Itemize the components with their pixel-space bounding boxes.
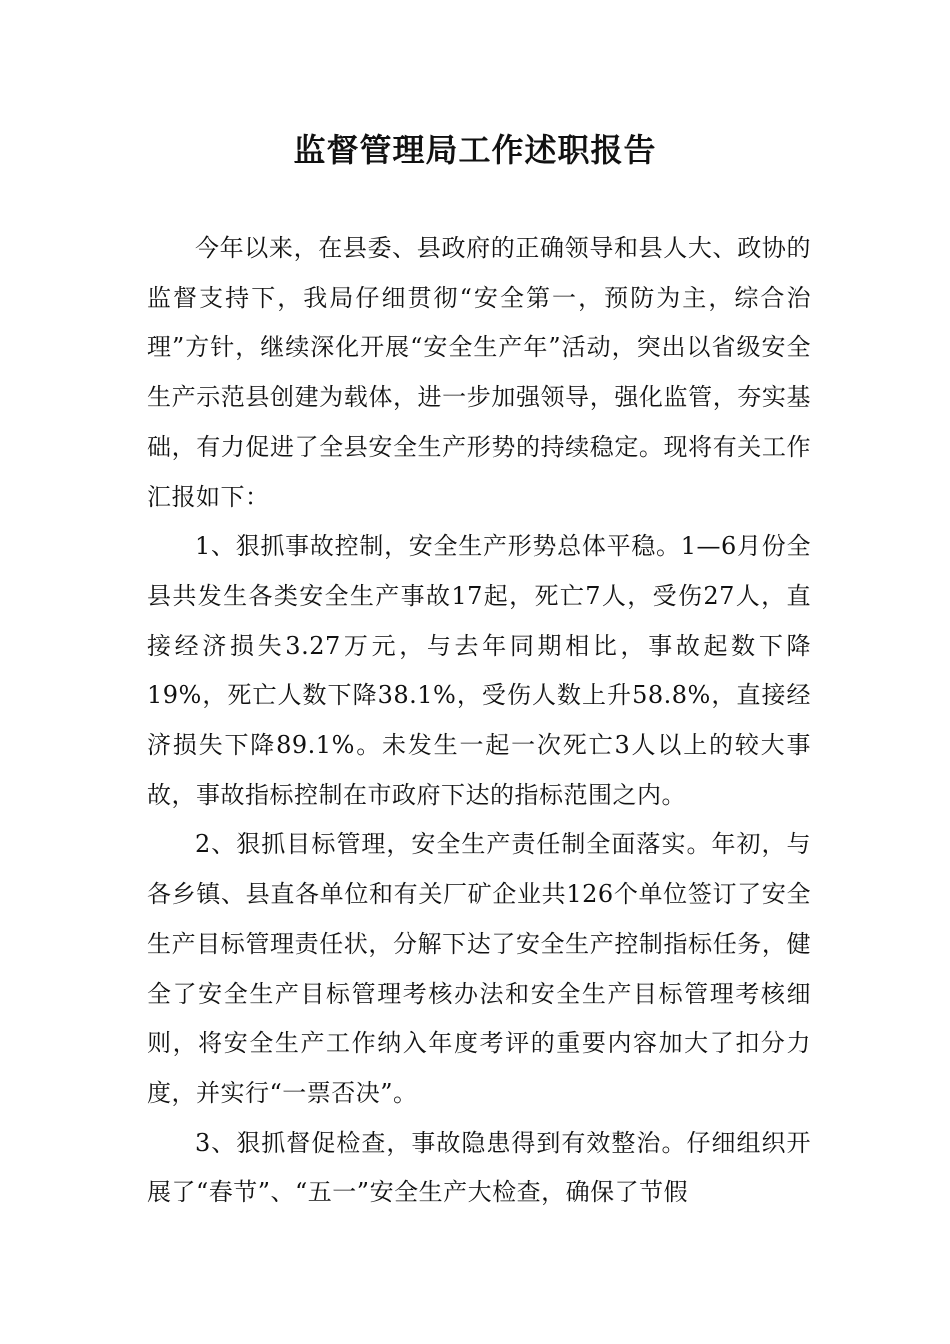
document-title: 监督管理局工作述职报告 bbox=[293, 131, 657, 169]
paragraph-target-management: 2、狠抓目标管理，安全生产责任制全面落实。年初，与各乡镇、县直各单位和有关厂矿企业共126个单位签订了安全生产目标管理责任状，分解下达了安全生产控制指标任务，健全了安全生产目标管理考核办法和安全生产目标管理考核细则，将安全生产工作纳入年度考评的重要内容加大了扣分力度，并实行“一票否决”。 bbox=[147, 830, 811, 1107]
paragraph-accident-control: 1、狠抓事故控制，安全生产形势总体平稳。1—6月份全县共发生各类安全生产事故17起，死亡7人，受伤27人，直接经济损失3.27万元，与去年同期相比，事故起数下降19%，死亡人数下降38.1%，受伤人数上升58.8%，直接经济损失下降89.1%。未发生一起一次死亡3人以上的较大事故，事故指标控制在市政府下达的指标范围之内。 bbox=[147, 532, 811, 809]
paragraph-intro: 今年以来，在县委、县政府的正确领导和县人大、政协的监督支持下，我局仔细贯彻“安全第一，预防为主，综合治理”方针，继续深化开展“安全生产年”活动，突出以省级安全生产示范县创建为载体，进一步加强领导，强化监管，夯实基础，有力促进了全县安全生产形势的持续稳定。现将有关工作汇报如下： bbox=[147, 234, 811, 511]
paragraph-inspection: 3、狠抓督促检查，事故隐患得到有效整治。仔细组织开展了“春节”、“五一”安全生产大检查，确保了节假 bbox=[147, 1128, 811, 1207]
document-body bbox=[147, 224, 811, 1218]
